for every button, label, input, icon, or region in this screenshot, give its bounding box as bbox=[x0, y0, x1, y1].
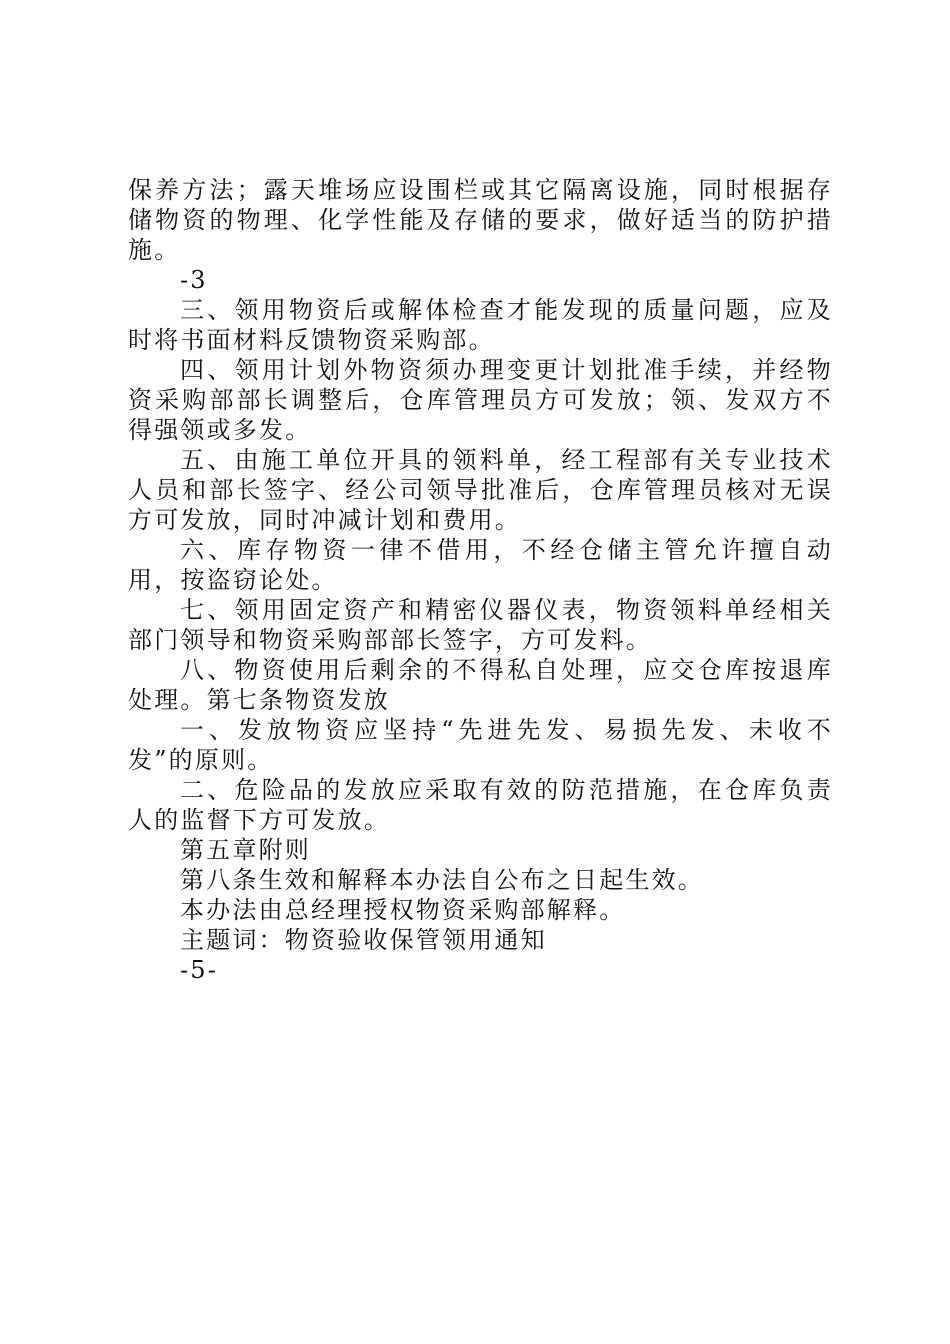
article-8: 第八条生效和解释本办法自公布之日起生效。 bbox=[180, 866, 704, 894]
paragraph-6: 六、库存物资一律不借用，不经仓储主管允许擅自动用，按盗窃论处。 bbox=[128, 536, 833, 594]
page-number: -5- bbox=[180, 956, 219, 984]
document-body bbox=[128, 175, 833, 985]
paragraph-8: 八、物资使用后剩余的不得私自处理，应交仓库按退库处理。第七条物资发放 bbox=[128, 656, 833, 714]
continuation-paragraph: 保养方法；露天堆场应设围栏或其它隔离设施，同时根据存储物资的物理、化学性能及存储的要求，做好适当的防护措施。 bbox=[128, 176, 833, 264]
chapter-title: 第五章附则 bbox=[180, 836, 311, 864]
paragraph-3: 三、领用物资后或解体检查才能发现的质量问题，应及时将书面材料反馈物资采购部。 bbox=[128, 296, 833, 354]
paragraph-issue-2: 二、危险品的发放应采取有效的防范措施，在仓库负责人的监督下方可发放。 bbox=[128, 776, 833, 834]
keywords-line: 主题词：物资验收保管领用通知 bbox=[180, 926, 547, 954]
paragraph-4: 四、领用计划外物资须办理变更计划批准手续，并经物资采购部部长调整后，仓库管理员方可发放；领、发双方不得强领或多发。 bbox=[128, 356, 833, 444]
paragraph-7: 七、领用固定资产和精密仪器仪表，物资领料单经相关部门领导和物资采购部部长签字，方可发料。 bbox=[128, 596, 833, 654]
interpretation-line: 本办法由总经理授权物资采购部解释。 bbox=[180, 896, 626, 924]
page-marker: -3 bbox=[180, 266, 208, 294]
paragraph-5: 五、由施工单位开具的领料单，经工程部有关专业技术人员和部长签字、经公司领导批准后，仓库管理员核对无误方可发放，同时冲减计划和费用。 bbox=[128, 446, 833, 534]
paragraph-issue-1: 一、发放物资应坚持“先进先发、易损先发、未收不发”的原则。 bbox=[128, 716, 833, 774]
